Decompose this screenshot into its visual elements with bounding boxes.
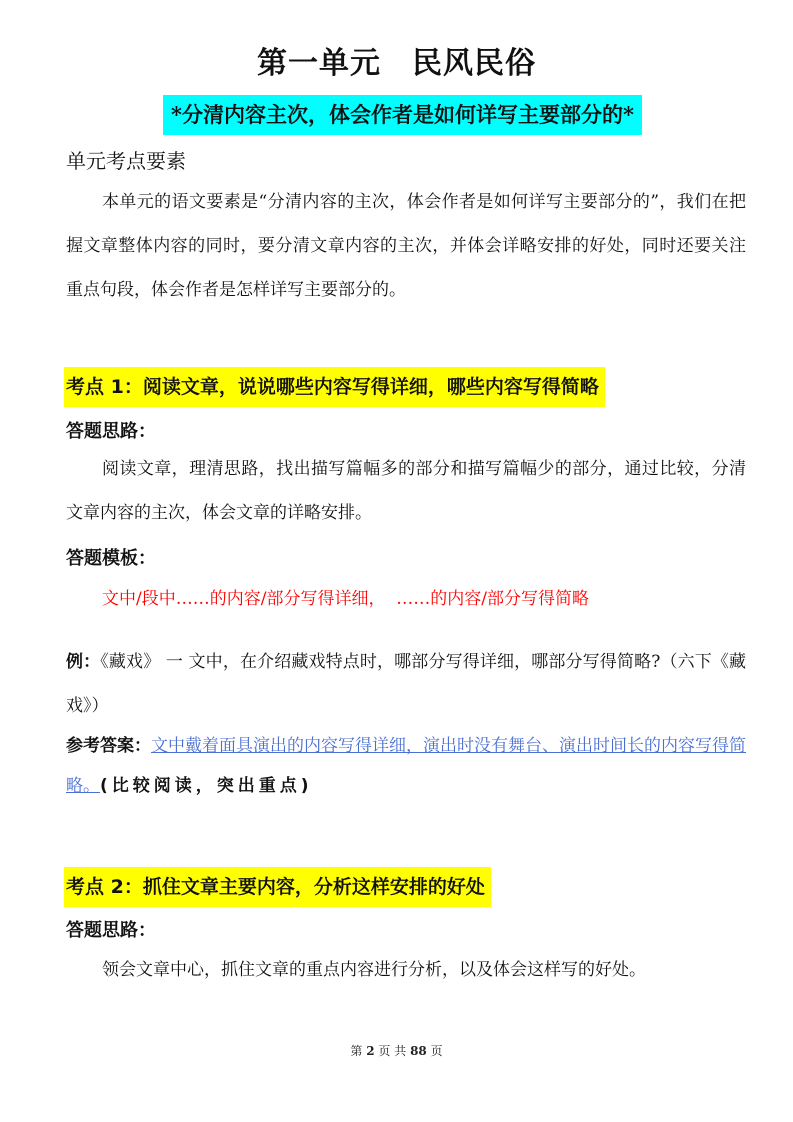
kaodian-1-thinking-label: 答题思路： (66, 421, 156, 442)
unit-subtitle: *分清内容主次，体会作者是如何详写主要部分的* (163, 95, 642, 135)
answer-note: (比较阅读，突出重点) (100, 776, 313, 796)
kaodian-1-example (66, 640, 746, 728)
answer-label: 参考答案： (66, 736, 151, 756)
example-text: 《藏戏》 一 文中，在介绍藏戏特点时，哪部分写得详细，哪部分写得简略?（六下《藏戏》） (66, 652, 747, 716)
kaodian-1-answer (66, 726, 746, 806)
kaodian-1-thinking-text: 阅读文章，理清思路，找出描写篇幅多的部分和描写篇幅少的部分，通过比较，分清 文章内容的主次，体会文章的详略安排。 (66, 459, 746, 523)
unit-section-label: 单元考点要素 (66, 149, 186, 173)
kaodian-2-thinking-label: 答题思路： (66, 920, 156, 941)
answer-text[interactable]: 文中戴着面具演出的内容写得详细，演出时没有舞台、演出时间长的内容写得简略。 (66, 736, 746, 796)
unit-section-paragraph: 本单元的语文要素是“分清内容的主次，体会作者是如何详写主要部分的”，我们在把 握文章整体内容的同时，要分清文章内容的主次，并体会详略安排的好处，同时还要关注 重点句段，体会作者是怎样详写主要部分的。 (66, 192, 746, 300)
footer-suffix: 页 (430, 1044, 443, 1058)
kaodian-2-heading: 考点 2：抓住文章主要内容，分析这样安排的好处 (64, 867, 491, 907)
kaodian-1-heading: 考点 1：阅读文章，说说哪些内容写得详细，哪些内容写得简略 (64, 367, 605, 407)
kaodian-2-thinking-text: 领会文章中心，抓住文章的重点内容进行分析，以及体会这样写的好处。 (102, 960, 646, 980)
footer-page-number: 2 (366, 1044, 375, 1058)
page-footer (0, 1042, 793, 1059)
page-title: 第一单元 民风民俗 (257, 46, 536, 81)
footer-middle: 页 共 (378, 1044, 407, 1058)
kaodian-1-template-text: 文中/段中……的内容/部分写得详细， ……的内容/部分写得简略 (102, 589, 589, 609)
example-label: 例： (66, 652, 101, 672)
kaodian-1-template-label: 答题模板： (66, 548, 156, 569)
footer-total-pages: 88 (410, 1044, 427, 1058)
footer-prefix: 第 (350, 1044, 363, 1058)
